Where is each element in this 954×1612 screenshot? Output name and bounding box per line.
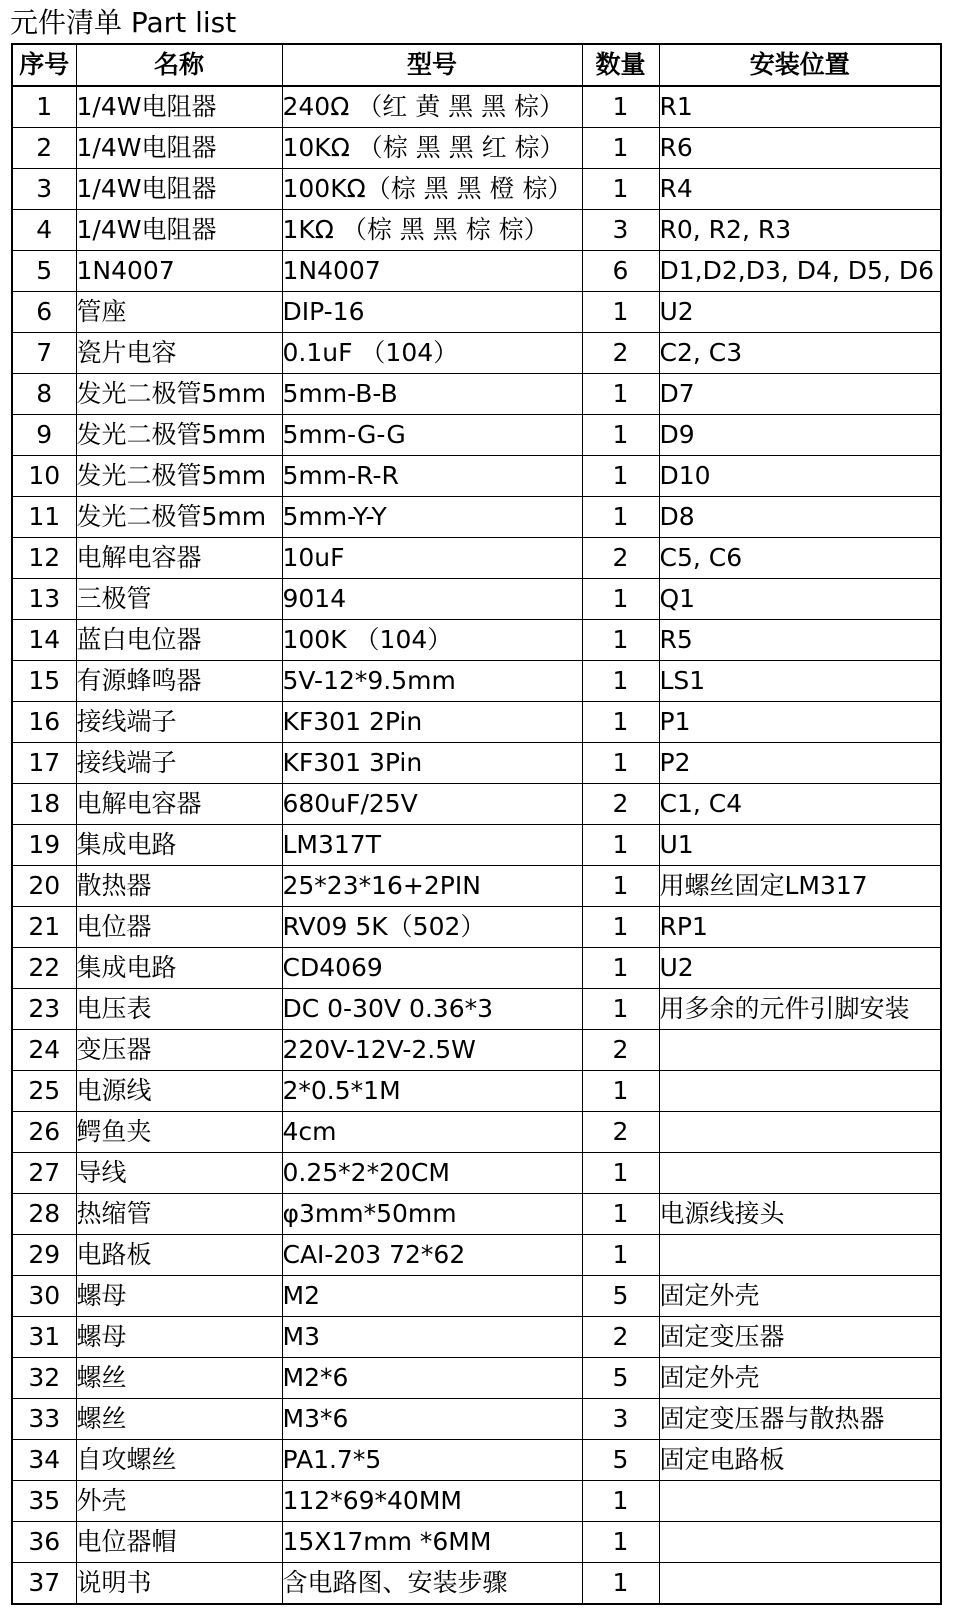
cell-qty: 1 bbox=[582, 456, 659, 497]
cell-position: 固定外壳 bbox=[659, 1276, 941, 1317]
table-row bbox=[12, 333, 941, 374]
cell-no: 8 bbox=[12, 374, 76, 415]
cell-no: 4 bbox=[12, 210, 76, 251]
cell-no: 13 bbox=[12, 579, 76, 620]
cell-position: U2 bbox=[659, 292, 941, 333]
cell-name: 散热器 bbox=[76, 866, 282, 907]
cell-no: 23 bbox=[12, 989, 76, 1030]
cell-position: R1 bbox=[659, 86, 941, 128]
cell-qty: 3 bbox=[582, 1399, 659, 1440]
cell-name: 1/4W电阻器 bbox=[76, 210, 282, 251]
cell-position bbox=[659, 1112, 941, 1153]
cell-qty: 1 bbox=[582, 1481, 659, 1522]
cell-model: M3 bbox=[282, 1317, 582, 1358]
cell-qty: 1 bbox=[582, 661, 659, 702]
table-row bbox=[12, 251, 941, 292]
cell-no: 3 bbox=[12, 169, 76, 210]
table-row bbox=[12, 1071, 941, 1112]
cell-name: 变压器 bbox=[76, 1030, 282, 1071]
cell-model: KF301 3Pin bbox=[282, 743, 582, 784]
parts-table bbox=[11, 43, 942, 1605]
cell-no: 31 bbox=[12, 1317, 76, 1358]
cell-qty: 1 bbox=[582, 374, 659, 415]
cell-position: R4 bbox=[659, 169, 941, 210]
cell-qty: 1 bbox=[582, 579, 659, 620]
cell-qty: 1 bbox=[582, 169, 659, 210]
cell-name: 发光二极管5mm bbox=[76, 374, 282, 415]
cell-name: 1N4007 bbox=[76, 251, 282, 292]
cell-no: 1 bbox=[12, 86, 76, 128]
cell-qty: 1 bbox=[582, 620, 659, 661]
cell-model: RV09 5K（502） bbox=[282, 907, 582, 948]
table-body bbox=[12, 86, 941, 1604]
cell-model: DC 0-30V 0.36*3 bbox=[282, 989, 582, 1030]
cell-qty: 1 bbox=[582, 1153, 659, 1194]
cell-position: 固定变压器 bbox=[659, 1317, 941, 1358]
cell-qty: 1 bbox=[582, 1522, 659, 1563]
cell-position: Q1 bbox=[659, 579, 941, 620]
cell-no: 10 bbox=[12, 456, 76, 497]
cell-name: 螺母 bbox=[76, 1317, 282, 1358]
cell-name: 外壳 bbox=[76, 1481, 282, 1522]
cell-model: DIP-16 bbox=[282, 292, 582, 333]
cell-name: 自攻螺丝 bbox=[76, 1440, 282, 1481]
cell-position: U2 bbox=[659, 948, 941, 989]
cell-qty: 2 bbox=[582, 538, 659, 579]
cell-qty: 1 bbox=[582, 497, 659, 538]
cell-qty: 5 bbox=[582, 1276, 659, 1317]
cell-model: 15X17mm *6MM bbox=[282, 1522, 582, 1563]
cell-model: 100K （104） bbox=[282, 620, 582, 661]
cell-name: 热缩管 bbox=[76, 1194, 282, 1235]
table-row bbox=[12, 1112, 941, 1153]
cell-model: 5mm-Y-Y bbox=[282, 497, 582, 538]
header-position: 安装位置 bbox=[659, 44, 941, 86]
cell-no: 16 bbox=[12, 702, 76, 743]
cell-qty: 2 bbox=[582, 333, 659, 374]
cell-position: 用多余的元件引脚安装 bbox=[659, 989, 941, 1030]
table-row bbox=[12, 374, 941, 415]
cell-position bbox=[659, 1481, 941, 1522]
cell-position: R6 bbox=[659, 128, 941, 169]
header-no: 序号 bbox=[12, 44, 76, 86]
table-row bbox=[12, 210, 941, 251]
cell-name: 鳄鱼夹 bbox=[76, 1112, 282, 1153]
cell-position: 电源线接头 bbox=[659, 1194, 941, 1235]
header-qty: 数量 bbox=[582, 44, 659, 86]
cell-position: D10 bbox=[659, 456, 941, 497]
cell-qty: 1 bbox=[582, 825, 659, 866]
cell-name: 管座 bbox=[76, 292, 282, 333]
cell-qty: 5 bbox=[582, 1358, 659, 1399]
table-row bbox=[12, 128, 941, 169]
table-row bbox=[12, 1153, 941, 1194]
cell-position: U1 bbox=[659, 825, 941, 866]
cell-name: 三极管 bbox=[76, 579, 282, 620]
cell-position: 用螺丝固定LM317 bbox=[659, 866, 941, 907]
table-row bbox=[12, 169, 941, 210]
cell-no: 26 bbox=[12, 1112, 76, 1153]
cell-no: 2 bbox=[12, 128, 76, 169]
cell-position: 固定变压器与散热器 bbox=[659, 1399, 941, 1440]
cell-position: C1, C4 bbox=[659, 784, 941, 825]
cell-qty: 1 bbox=[582, 128, 659, 169]
cell-model: 680uF/25V bbox=[282, 784, 582, 825]
table-row bbox=[12, 948, 941, 989]
cell-position: D8 bbox=[659, 497, 941, 538]
cell-qty: 1 bbox=[582, 1563, 659, 1605]
cell-no: 9 bbox=[12, 415, 76, 456]
table-row bbox=[12, 1563, 941, 1605]
cell-no: 14 bbox=[12, 620, 76, 661]
cell-model: 5mm-R-R bbox=[282, 456, 582, 497]
table-row bbox=[12, 702, 941, 743]
cell-no: 22 bbox=[12, 948, 76, 989]
cell-qty: 2 bbox=[582, 1112, 659, 1153]
cell-model: 10uF bbox=[282, 538, 582, 579]
cell-no: 37 bbox=[12, 1563, 76, 1605]
cell-position bbox=[659, 1235, 941, 1276]
cell-no: 29 bbox=[12, 1235, 76, 1276]
table-row bbox=[12, 538, 941, 579]
table-row bbox=[12, 497, 941, 538]
cell-model: M2 bbox=[282, 1276, 582, 1317]
table-header bbox=[12, 44, 941, 86]
cell-model: 0.1uF （104） bbox=[282, 333, 582, 374]
cell-no: 21 bbox=[12, 907, 76, 948]
cell-model: 5V-12*9.5mm bbox=[282, 661, 582, 702]
table-row bbox=[12, 1399, 941, 1440]
cell-name: 发光二极管5mm bbox=[76, 497, 282, 538]
table-row bbox=[12, 907, 941, 948]
cell-name: 说明书 bbox=[76, 1563, 282, 1605]
cell-position: C2, C3 bbox=[659, 333, 941, 374]
table-row bbox=[12, 866, 941, 907]
table-row bbox=[12, 743, 941, 784]
cell-model: 100KΩ（棕 黑 黑 橙 棕） bbox=[282, 169, 582, 210]
cell-model: φ3mm*50mm bbox=[282, 1194, 582, 1235]
cell-qty: 1 bbox=[582, 1235, 659, 1276]
cell-name: 1/4W电阻器 bbox=[76, 86, 282, 128]
table-row bbox=[12, 1358, 941, 1399]
cell-qty: 1 bbox=[582, 989, 659, 1030]
cell-no: 18 bbox=[12, 784, 76, 825]
cell-no: 5 bbox=[12, 251, 76, 292]
cell-no: 11 bbox=[12, 497, 76, 538]
cell-position: 固定电路板 bbox=[659, 1440, 941, 1481]
cell-position: P2 bbox=[659, 743, 941, 784]
cell-name: 电路板 bbox=[76, 1235, 282, 1276]
cell-model: 0.25*2*20CM bbox=[282, 1153, 582, 1194]
cell-no: 27 bbox=[12, 1153, 76, 1194]
header-row bbox=[12, 44, 941, 86]
cell-qty: 3 bbox=[582, 210, 659, 251]
cell-no: 33 bbox=[12, 1399, 76, 1440]
table-row bbox=[12, 1317, 941, 1358]
cell-name: 电解电容器 bbox=[76, 538, 282, 579]
cell-qty: 1 bbox=[582, 907, 659, 948]
cell-name: 电位器帽 bbox=[76, 1522, 282, 1563]
cell-model: 4cm bbox=[282, 1112, 582, 1153]
table-row bbox=[12, 86, 941, 128]
table-row bbox=[12, 1522, 941, 1563]
cell-name: 螺母 bbox=[76, 1276, 282, 1317]
cell-no: 7 bbox=[12, 333, 76, 374]
header-model: 型号 bbox=[282, 44, 582, 86]
cell-qty: 2 bbox=[582, 784, 659, 825]
cell-name: 发光二极管5mm bbox=[76, 415, 282, 456]
cell-model: PA1.7*5 bbox=[282, 1440, 582, 1481]
cell-position bbox=[659, 1522, 941, 1563]
cell-name: 1/4W电阻器 bbox=[76, 169, 282, 210]
cell-model: M2*6 bbox=[282, 1358, 582, 1399]
cell-name: 发光二极管5mm bbox=[76, 456, 282, 497]
page-title: 元件清单 Part list bbox=[10, 6, 237, 39]
cell-qty: 1 bbox=[582, 866, 659, 907]
cell-no: 35 bbox=[12, 1481, 76, 1522]
cell-qty: 5 bbox=[582, 1440, 659, 1481]
cell-no: 19 bbox=[12, 825, 76, 866]
cell-model: M3*6 bbox=[282, 1399, 582, 1440]
table-row bbox=[12, 415, 941, 456]
table-row bbox=[12, 661, 941, 702]
cell-model: 25*23*16+2PIN bbox=[282, 866, 582, 907]
cell-name: 集成电路 bbox=[76, 948, 282, 989]
cell-position bbox=[659, 1563, 941, 1605]
cell-no: 36 bbox=[12, 1522, 76, 1563]
table-row bbox=[12, 1235, 941, 1276]
header-name: 名称 bbox=[76, 44, 282, 86]
cell-name: 螺丝 bbox=[76, 1358, 282, 1399]
cell-model: 220V-12V-2.5W bbox=[282, 1030, 582, 1071]
table-row bbox=[12, 1481, 941, 1522]
cell-no: 20 bbox=[12, 866, 76, 907]
cell-qty: 1 bbox=[582, 948, 659, 989]
cell-position: R0, R2, R3 bbox=[659, 210, 941, 251]
cell-position: P1 bbox=[659, 702, 941, 743]
cell-position: LS1 bbox=[659, 661, 941, 702]
table-row bbox=[12, 825, 941, 866]
cell-model: 1KΩ （棕 黑 黑 棕 棕） bbox=[282, 210, 582, 251]
cell-model: 2*0.5*1M bbox=[282, 1071, 582, 1112]
cell-position: RP1 bbox=[659, 907, 941, 948]
table-row bbox=[12, 620, 941, 661]
cell-qty: 2 bbox=[582, 1317, 659, 1358]
table-row bbox=[12, 456, 941, 497]
cell-qty: 1 bbox=[582, 743, 659, 784]
cell-no: 15 bbox=[12, 661, 76, 702]
cell-position: C5, C6 bbox=[659, 538, 941, 579]
cell-position: R5 bbox=[659, 620, 941, 661]
cell-position: 固定外壳 bbox=[659, 1358, 941, 1399]
cell-no: 34 bbox=[12, 1440, 76, 1481]
table-row bbox=[12, 1194, 941, 1235]
cell-position: D7 bbox=[659, 374, 941, 415]
cell-no: 30 bbox=[12, 1276, 76, 1317]
cell-qty: 1 bbox=[582, 1071, 659, 1112]
table-row bbox=[12, 292, 941, 333]
cell-model: 9014 bbox=[282, 579, 582, 620]
cell-name: 接线端子 bbox=[76, 702, 282, 743]
cell-model: 240Ω （红 黄 黑 黑 棕） bbox=[282, 86, 582, 128]
cell-model: 含电路图、安装步骤 bbox=[282, 1563, 582, 1605]
cell-position: D9 bbox=[659, 415, 941, 456]
cell-name: 导线 bbox=[76, 1153, 282, 1194]
cell-position bbox=[659, 1153, 941, 1194]
cell-name: 螺丝 bbox=[76, 1399, 282, 1440]
cell-position bbox=[659, 1030, 941, 1071]
cell-position: D1,D2,D3, D4, D5, D6 bbox=[659, 251, 941, 292]
table-row bbox=[12, 784, 941, 825]
cell-no: 12 bbox=[12, 538, 76, 579]
cell-no: 25 bbox=[12, 1071, 76, 1112]
cell-name: 电压表 bbox=[76, 989, 282, 1030]
cell-model: 10KΩ （棕 黑 黑 红 棕） bbox=[282, 128, 582, 169]
cell-qty: 1 bbox=[582, 702, 659, 743]
cell-model: 5mm-B-B bbox=[282, 374, 582, 415]
cell-model: CD4069 bbox=[282, 948, 582, 989]
cell-position bbox=[659, 1071, 941, 1112]
cell-model: 1N4007 bbox=[282, 251, 582, 292]
cell-name: 有源蜂鸣器 bbox=[76, 661, 282, 702]
cell-model: KF301 2Pin bbox=[282, 702, 582, 743]
cell-qty: 1 bbox=[582, 292, 659, 333]
cell-model: LM317T bbox=[282, 825, 582, 866]
cell-qty: 6 bbox=[582, 251, 659, 292]
table-row bbox=[12, 989, 941, 1030]
cell-name: 1/4W电阻器 bbox=[76, 128, 282, 169]
cell-no: 32 bbox=[12, 1358, 76, 1399]
cell-name: 蓝白电位器 bbox=[76, 620, 282, 661]
cell-qty: 2 bbox=[582, 1030, 659, 1071]
cell-model: CAI-203 72*62 bbox=[282, 1235, 582, 1276]
cell-name: 接线端子 bbox=[76, 743, 282, 784]
cell-qty: 1 bbox=[582, 86, 659, 128]
cell-qty: 1 bbox=[582, 1194, 659, 1235]
cell-model: 112*69*40MM bbox=[282, 1481, 582, 1522]
table-row bbox=[12, 1276, 941, 1317]
cell-name: 电解电容器 bbox=[76, 784, 282, 825]
table-row bbox=[12, 1030, 941, 1071]
table-row bbox=[12, 1440, 941, 1481]
table-row bbox=[12, 579, 941, 620]
cell-qty: 1 bbox=[582, 415, 659, 456]
cell-name: 电位器 bbox=[76, 907, 282, 948]
cell-name: 瓷片电容 bbox=[76, 333, 282, 374]
cell-name: 集成电路 bbox=[76, 825, 282, 866]
cell-model: 5mm-G-G bbox=[282, 415, 582, 456]
cell-no: 6 bbox=[12, 292, 76, 333]
cell-name: 电源线 bbox=[76, 1071, 282, 1112]
cell-no: 28 bbox=[12, 1194, 76, 1235]
cell-no: 17 bbox=[12, 743, 76, 784]
cell-no: 24 bbox=[12, 1030, 76, 1071]
